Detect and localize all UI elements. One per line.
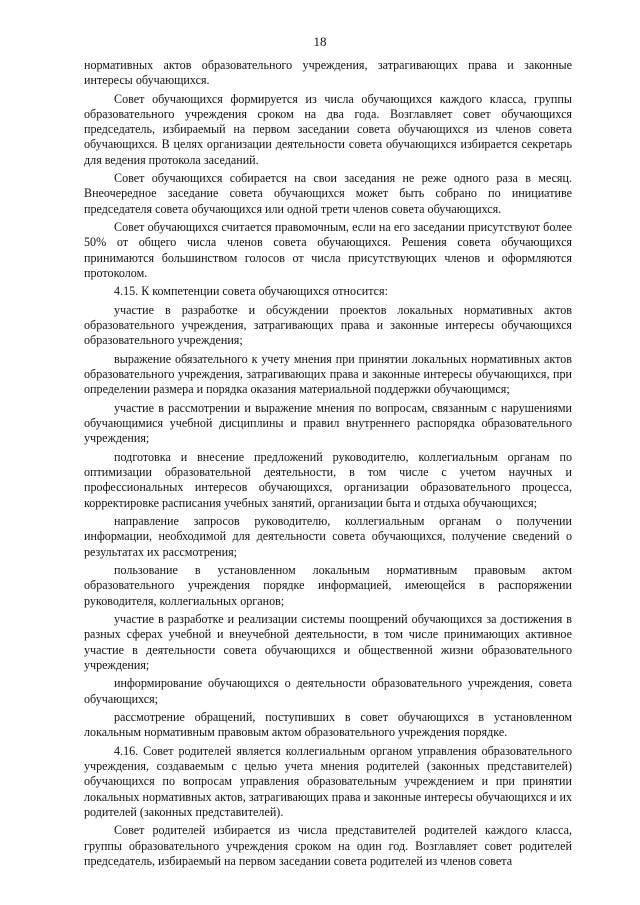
list-item: выражение обязательного к учету мнения при принятии локальных нормативных актов образовательного учреждения, затрагивающих права и законные интересы обучающихся, при определении размера и порядка оказания материальной поддержки обучающимся; [84,352,572,397]
section-4-16: 4.16. Совет родителей является коллегиальным органом управления образовательного учреждения, создаваемым с целью учета мнения родителей (законных представителей) обучающихся по вопросам управления образовательным учреждением и при принятии локальных нормативных актов, затрагивающих права и законные интересы обучающихся и их родителей (законных представителей). [84,744,572,819]
list-item: участие в разработке и обсуждении проектов локальных нормативных актов образовательного учреждения, затрагивающих права и законные интересы обучающихся образовательного учреждения; [84,303,572,348]
paragraph: Совет обучающихся собирается на свои заседания не реже одного раза в месяц. Внеочередное заседание совета обучающихся может быть собрано по инициативе председателя совета обучающихся или одной трети членов совета обучающихся. [84,171,572,216]
page-number: 18 [313,34,327,49]
paragraph-continuation: нормативных актов образовательного учреждения, затрагивающих права и законные интересы обучающихся. [84,58,572,88]
list-item: участие в рассмотрении и выражение мнения по вопросам, связанным с нарушениями обучающимися учебной дисциплины и правил внутреннего распорядка образовательного учреждения; [84,401,572,446]
paragraph: Совет обучающихся формируется из числа обучающихся каждого класса, группы образовательного учреждения сроком на два года. Возглавляет совет обучающихся председатель, избираемый на первом заседании совета обучающихся из членов совета обучающихся. В целях организации деятельности совета обучающихся избирается секретарь для ведения протокола заседаний. [84,91,572,167]
list-item: подготовка и внесение предложений руководителю, коллегиальным органам по оптимизации образовательной деятельности, в том числе с учетом научных и профессиональных интересов обучающихся, организации образовательного процесса, корректировке расписания учебных занятий, организации быта и отдыха обучающихся; [84,450,572,510]
section-heading-4-15: 4.15. К компетенции совета обучающихся относится: [114,284,388,299]
list-item: направление запросов руководителю, коллегиальным органам о получении информации, необходимой для деятельности совета обучающихся, получение сведений о результатах их рассмотрения; [84,514,572,559]
list-item: рассмотрение обращений, поступивших в совет обучающихся в установленном локальным нормативным правовым актом образовательного учреждения порядке. [84,710,572,740]
paragraph: Совет обучающихся считается правомочным, если на его заседании присутствуют более 50% от общего числа членов совета обучающихся. Решения совета обучающихся принимаются большинством голосов от числа присутствующих членов и оформляются протоколом. [84,220,572,280]
list-item: участие в разработке и реализации системы поощрений обучающихся за достижения в разных сферах учебной и внеучебной деятельности, в том числе принимающих активное участие в деятельности совета обучающихся и общественной жизни образовательного учреждения; [84,612,572,672]
paragraph: Совет родителей избирается из числа представителей родителей каждого класса, группы образовательного учреждения сроком на один год. Возглавляет совет родителей председатель, избираемый на первом заседании совета родителей из членов совета [84,823,572,868]
list-item: информирование обучающихся о деятельности образовательного учреждения, совета обучающихся; [84,676,572,706]
list-item: пользование в установленном локальным нормативным правовым актом образовательного учреждения порядке информацией, имеющейся в распоряжении руководителя, коллегиальных органов; [84,563,572,608]
document-body [84,58,572,872]
